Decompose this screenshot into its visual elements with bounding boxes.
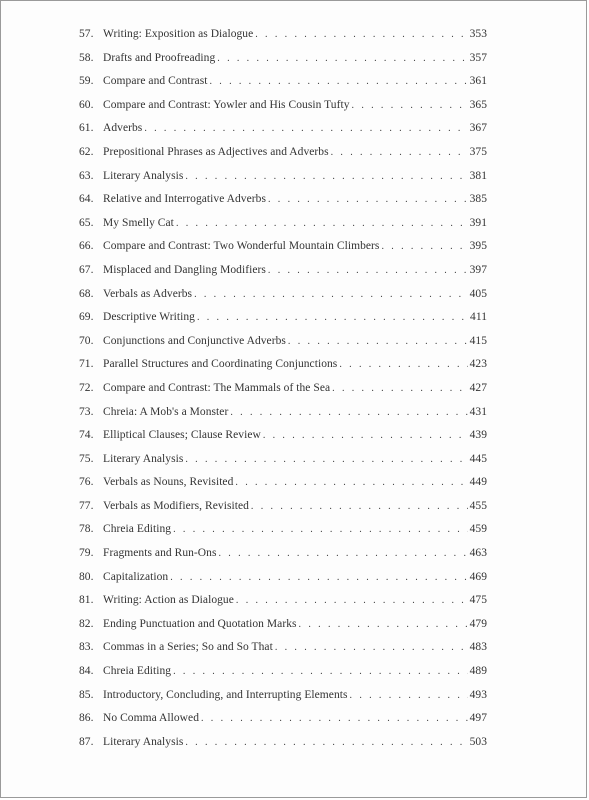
page-number: 367	[469, 122, 487, 135]
dot-leader	[194, 289, 468, 300]
toc-entry	[79, 382, 487, 406]
page-number: 479	[469, 617, 487, 630]
toc-entry	[79, 311, 487, 335]
page-number: 489	[469, 665, 487, 678]
toc-entry	[79, 689, 487, 713]
dot-leader	[350, 690, 468, 701]
dot-leader	[255, 29, 467, 40]
page-number: 381	[469, 169, 487, 182]
toc-entry	[79, 406, 487, 430]
dot-leader	[217, 53, 467, 64]
chapter-number: 74.	[79, 429, 94, 442]
chapter-number: 78.	[79, 523, 94, 536]
toc-entry	[79, 193, 487, 217]
toc-entry	[79, 665, 487, 689]
chapter-number: 63.	[79, 169, 94, 182]
chapter-title: Fragments and Run-Ons	[103, 547, 217, 560]
toc-entry	[79, 264, 487, 288]
toc-entry	[79, 146, 487, 170]
toc-entry	[79, 288, 487, 312]
dot-leader	[230, 407, 467, 418]
chapter-number: 69.	[79, 311, 94, 324]
dot-leader	[332, 383, 467, 394]
chapter-number: 57.	[79, 28, 94, 40]
chapter-title: Compare and Contrast: Yowler and His Cousin Tufty	[103, 98, 350, 111]
dot-leader	[209, 76, 467, 87]
toc-entry	[79, 217, 487, 241]
chapter-title: Verbals as Adverbs	[103, 287, 193, 300]
chapter-number: 65.	[79, 216, 94, 229]
chapter-number: 61.	[79, 122, 94, 135]
toc-entry	[79, 335, 487, 359]
chapter-number: 62.	[79, 145, 94, 158]
toc-entry	[79, 240, 487, 264]
dot-leader	[170, 572, 467, 583]
page-number: 455	[469, 499, 487, 512]
chapter-number: 85.	[79, 688, 94, 701]
toc-entry	[79, 547, 487, 571]
page-number: 445	[469, 452, 487, 465]
chapter-title: Compare and Contrast: The Mammals of the Sea	[103, 381, 331, 394]
chapter-title: Writing: Action as Dialogue	[103, 594, 234, 607]
chapter-title: Chreia Editing	[103, 523, 172, 536]
page-number: 469	[469, 570, 487, 583]
page-number: 415	[469, 334, 487, 347]
dot-leader	[268, 194, 468, 205]
page-number: 405	[469, 287, 487, 300]
dot-leader	[185, 171, 467, 182]
page-number: 503	[469, 735, 487, 748]
chapter-number: 79.	[79, 547, 94, 560]
chapter-number: 72.	[79, 381, 94, 394]
chapter-title: Prepositional Phrases as Adjectives and Adverbs	[103, 145, 329, 158]
dot-leader	[144, 123, 467, 134]
page-number: 475	[469, 594, 487, 607]
chapter-title: Verbals as Nouns, Revisited	[103, 476, 234, 489]
dot-leader	[339, 359, 467, 370]
page-number: 493	[469, 688, 487, 701]
page-number: 459	[469, 523, 487, 536]
page-number: 385	[469, 193, 487, 206]
toc-entry	[79, 99, 487, 123]
page-number: 411	[470, 311, 487, 324]
chapter-title: Chreia Editing	[103, 665, 172, 678]
chapter-number: 80.	[79, 570, 94, 583]
chapter-number: 77.	[79, 499, 94, 512]
chapter-title: My Smelly Cat	[103, 216, 174, 229]
page-number: 449	[469, 476, 487, 489]
dot-leader	[263, 430, 468, 441]
dot-leader	[185, 454, 467, 465]
chapter-title: Literary Analysis	[103, 169, 184, 182]
chapter-number: 68.	[79, 287, 94, 300]
chapter-title: Literary Analysis	[103, 735, 184, 748]
chapter-title: Literary Analysis	[103, 452, 184, 465]
chapter-title: Introductory, Concluding, and Interrupting Elements	[103, 688, 348, 701]
page-number: 395	[469, 240, 487, 253]
chapter-number: 67.	[79, 263, 94, 276]
toc-entry	[79, 594, 487, 618]
page-number: 427	[469, 381, 487, 394]
page-number: 353	[469, 28, 487, 40]
dot-leader	[176, 218, 468, 229]
page-number: 361	[469, 75, 487, 88]
chapter-number: 83.	[79, 641, 94, 654]
toc-entry	[79, 429, 487, 453]
toc-entry	[79, 52, 487, 76]
page-number: 365	[469, 98, 487, 111]
toc-entry	[79, 358, 487, 382]
chapter-title: Relative and Interrogative Adverbs	[103, 193, 266, 206]
chapter-title: Compare and Contrast	[103, 75, 208, 88]
dot-leader	[268, 265, 468, 276]
toc-entry	[79, 523, 487, 547]
toc-entry	[79, 571, 487, 595]
page-number: 423	[469, 358, 487, 371]
chapter-number: 75.	[79, 452, 94, 465]
chapter-number: 71.	[79, 358, 94, 371]
dot-leader	[236, 595, 468, 606]
page-number: 439	[469, 429, 487, 442]
chapter-title: Adverbs	[103, 122, 143, 135]
chapter-number: 76.	[79, 476, 94, 489]
dot-leader	[251, 501, 468, 512]
chapter-number: 86.	[79, 712, 94, 725]
dot-leader	[299, 619, 468, 630]
chapter-number: 64.	[79, 193, 94, 206]
dot-leader	[173, 666, 468, 677]
dot-leader	[201, 713, 468, 724]
chapter-title: Conjunctions and Conjunctive Adverbs	[103, 334, 286, 347]
chapter-number: 60.	[79, 98, 94, 111]
chapter-title: Compare and Contrast: Two Wonderful Mountain Climbers	[103, 240, 380, 253]
dot-leader	[185, 737, 467, 748]
chapter-number: 81.	[79, 594, 94, 607]
chapter-title: Chreia: A Mob's a Monster	[103, 405, 229, 418]
toc-entry	[79, 170, 487, 194]
chapter-number: 82.	[79, 617, 94, 630]
toc-entry	[79, 736, 487, 760]
dot-leader	[218, 548, 467, 559]
page-number: 391	[469, 216, 487, 229]
toc-entry	[79, 712, 487, 736]
page-number: 483	[469, 641, 487, 654]
chapter-title: Commas in a Series; So and So That	[103, 641, 273, 654]
toc-entry	[79, 75, 487, 99]
chapter-title: Drafts and Proofreading	[103, 51, 216, 64]
chapter-number: 59.	[79, 75, 94, 88]
toc-entry	[79, 28, 487, 52]
dot-leader	[275, 642, 468, 653]
dot-leader	[331, 147, 468, 158]
chapter-title: Verbals as Modifiers, Revisited	[103, 499, 249, 512]
dot-leader	[352, 100, 468, 111]
chapter-title: Descriptive Writing	[103, 311, 195, 324]
dot-leader	[197, 312, 468, 323]
chapter-title: Parallel Structures and Coordinating Conjunctions	[103, 358, 338, 371]
page-number: 463	[469, 547, 487, 560]
chapter-title: Writing: Exposition as Dialogue	[103, 28, 254, 40]
page-number: 397	[469, 263, 487, 276]
chapter-title: Elliptical Clauses; Clause Review	[103, 429, 261, 442]
page-number: 431	[469, 405, 487, 418]
toc-entry	[79, 500, 487, 524]
chapter-number: 87.	[79, 735, 94, 748]
chapter-title: Ending Punctuation and Quotation Marks	[103, 617, 297, 630]
chapter-title: Capitalization	[103, 570, 169, 583]
toc-entry	[79, 122, 487, 146]
chapter-number: 84.	[79, 665, 94, 678]
toc-entry	[79, 618, 487, 642]
dot-leader	[235, 477, 467, 488]
dot-leader	[173, 524, 468, 535]
chapter-number: 66.	[79, 240, 94, 253]
page-number: 497	[469, 712, 487, 725]
table-of-contents	[79, 28, 487, 759]
page-number: 357	[469, 51, 487, 64]
chapter-title: Misplaced and Dangling Modifiers	[103, 263, 266, 276]
toc-entry	[79, 476, 487, 500]
toc-entry	[79, 453, 487, 477]
toc-entry	[79, 641, 487, 665]
chapter-number: 70.	[79, 334, 94, 347]
dot-leader	[381, 241, 467, 252]
page-number: 375	[469, 145, 487, 158]
chapter-title: No Comma Allowed	[103, 712, 199, 725]
dot-leader	[288, 336, 468, 347]
chapter-number: 58.	[79, 51, 94, 64]
chapter-number: 73.	[79, 405, 94, 418]
